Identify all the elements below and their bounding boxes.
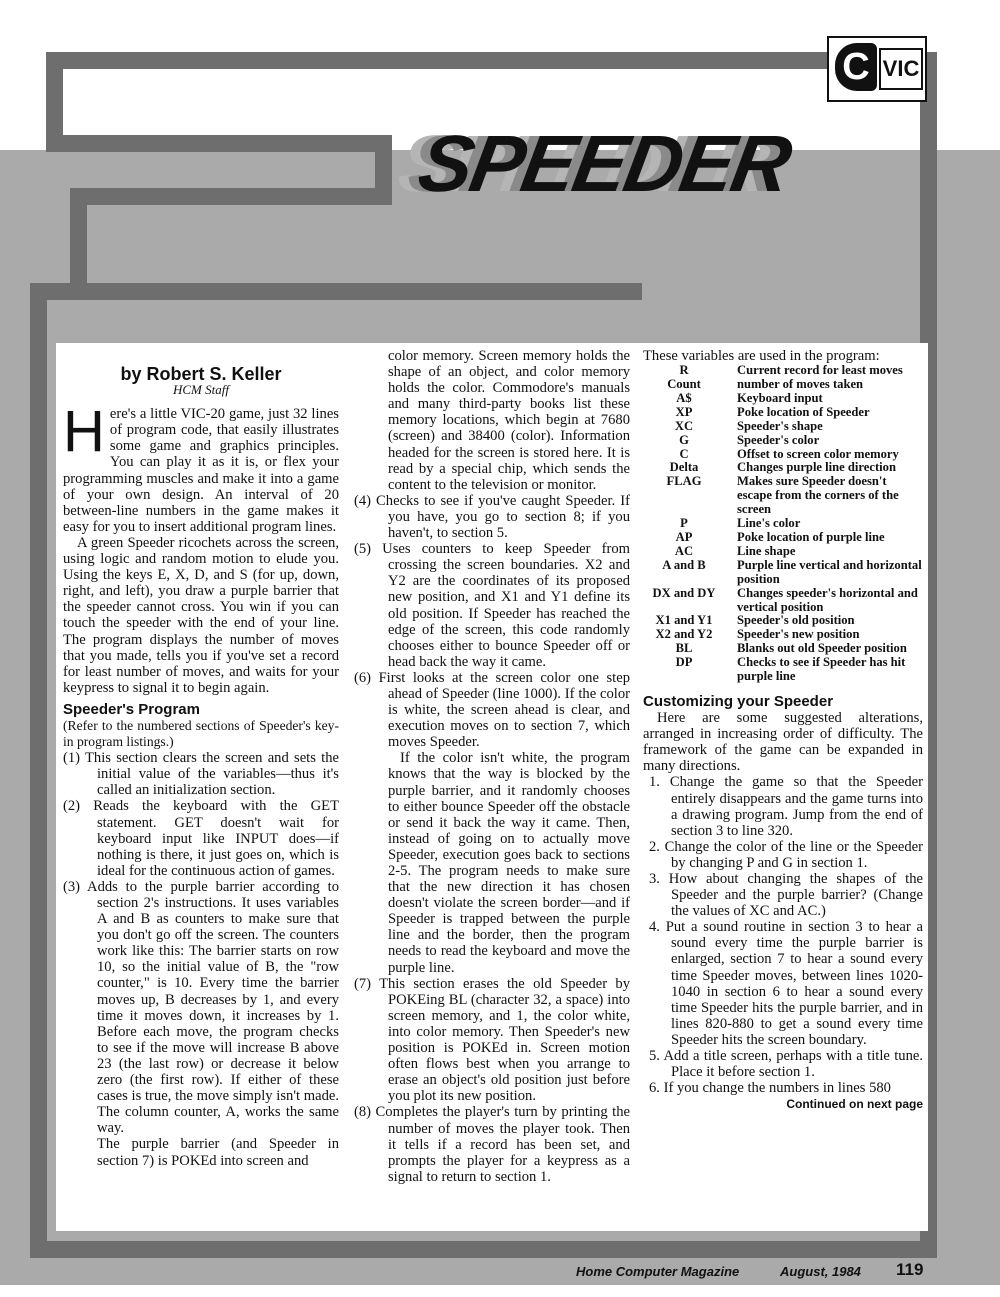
intro-text: ere's a little VIC-20 game, just 32 lines of program code, that easily illustrates some game and graphics principles. You can play it as it is, or flex your programming muscles and make it into a game of your own design. An interval of 20 between-line numbers in the game makes it easy for you to insert additional program lines. bbox=[63, 406, 339, 535]
page-left-frame bbox=[30, 283, 47, 1258]
variable-description: Blanks out old Speeder position bbox=[737, 641, 907, 656]
variable-row bbox=[643, 587, 923, 615]
customizing-item: 4. Put a sound routine in section 3 to hear a sound every time the purple barrier is enlarged, section 7 to hear a sound every time Speeder moves, between lines 1020-1040 in section 6 to hear a sound every time Speeder hits the purple barrier, and in lines 820-880 to get a sound every time Speeder hits the screen boundary. bbox=[649, 919, 923, 1048]
variable-description: Poke location of Speeder bbox=[737, 404, 870, 419]
variable-description: Makes sure Speeder doesn't escape from the corners of the screen bbox=[737, 474, 899, 517]
variable-row bbox=[643, 545, 923, 559]
variable-name: G bbox=[679, 432, 689, 447]
logo-c-letter: C bbox=[835, 43, 877, 91]
gray-white-edge bbox=[0, 1285, 1000, 1297]
variable-row bbox=[643, 378, 923, 392]
list-item-5: (5) Uses counters to keep Speeder from crossing the screen boundaries. X2 and Y2 are the coordinates of its proposed new position, and X1 and Y1 define its old position. If Speeder has reached the edge of the screen, this code randomly chooses either to bounce Speeder off or head back the way it came. bbox=[354, 541, 630, 670]
variable-name: P bbox=[680, 516, 688, 531]
variable-name: XC bbox=[674, 418, 694, 433]
variable-description: Poke location of purple line bbox=[737, 529, 885, 544]
variable-name: A$ bbox=[676, 390, 692, 405]
drop-cap: H bbox=[63, 399, 105, 465]
variable-name: Delta bbox=[669, 460, 699, 475]
variable-row bbox=[643, 461, 923, 475]
variable-name: Count bbox=[667, 377, 701, 391]
list-item-8: (8) Completes the player's turn by printing the number of moves the player took. Then it tells if a record has been set, and prompts the player for a keypress as a signal to return to section 1. bbox=[354, 1104, 630, 1185]
note-text: (Refer to the numbered sections of Speeder's key-in program listings.) bbox=[63, 717, 339, 750]
variable-description: Keyboard input bbox=[737, 390, 823, 405]
variable-description: Speeder's old position bbox=[737, 613, 855, 628]
variable-row bbox=[643, 434, 923, 448]
lower-bar bbox=[30, 283, 642, 300]
author-byline: by Robert S. Keller bbox=[120, 364, 282, 384]
variable-row bbox=[643, 448, 923, 462]
list-item-6-continued: If the color isn't white, the program knows that the way is blocked by the purple barrier, and it randomly chooses to either bounce Speeder off the obstacle or send it back the way it came. Then, instead of going on to actually move Speeder, execution goes back to sections 2-5. The program needs to make sure that the new direction it has chosen doesn't violate the screen border—and if Speeder is trapped between the purple line and the border, then the program needs to read the keyboard and move the purple line. bbox=[388, 750, 630, 976]
commodore-vic-logo bbox=[827, 36, 927, 102]
footer-date: August, 1984 bbox=[780, 1264, 861, 1279]
variable-row bbox=[643, 475, 923, 517]
variable-row bbox=[643, 420, 923, 434]
customizing-item: 2. Change the color of the line or the Speeder by changing P and G in section 1. bbox=[649, 838, 923, 871]
customizing-item: 3. How about changing the shapes of the Speeder and the purple barrier? (Change the values of XC and AC.) bbox=[649, 870, 923, 920]
list-item-6: (6) First looks at the screen color one step ahead of Speeder (line 1000). If the color is white, the screen ahead is clear, and execution moves on to section 7, which moves Speeder. bbox=[354, 669, 630, 751]
variable-name: X1 and Y1 bbox=[655, 613, 713, 628]
variable-description: Current record for least moves bbox=[737, 363, 903, 378]
author-staff: HCM Staff bbox=[173, 382, 229, 398]
variable-name: BL bbox=[675, 641, 693, 656]
list-item-3: (3) Adds to the purple barrier according to section 2's instructions. It uses variables A and B as counters to make sure that you don't go off the screen. The counters work like this: The barrier starts on row 10, so the initial value of B, the "row counter," is 10. Every time the barrier moves up, B decreases by 1, and every time it moves down, it increases by 1. Before each move, the program checks to see if the move will increase B above 23 (the last row) or decrease it below zero (the first row). If either of these cases is true, the move simply isn't made. The column counter, A, works the same way. bbox=[63, 878, 339, 1137]
variable-name: A and B bbox=[662, 557, 706, 572]
variables-intro: These variables are used in the program: bbox=[643, 348, 880, 364]
column-3 bbox=[643, 348, 923, 1112]
variable-description: number of moves taken bbox=[737, 377, 864, 391]
top-bar bbox=[46, 52, 828, 69]
variable-row bbox=[643, 531, 923, 545]
page-bottom-frame bbox=[30, 1241, 937, 1258]
variable-row bbox=[643, 559, 923, 587]
mid-bar bbox=[46, 135, 392, 152]
variable-row bbox=[643, 364, 923, 378]
customizing-item: 1. Change the game so that the Speeder entirely disappears and the game turns into a drawing program. Jump from the end of section 3 to line 320. bbox=[649, 774, 923, 839]
list-item-3-continued: The purple barrier (and Speeder in section 7) is POKEd into screen and bbox=[97, 1136, 339, 1169]
variables-table bbox=[643, 364, 923, 684]
variable-description: Line shape bbox=[737, 543, 796, 558]
customizing-paragraph: Here are some suggested alterations, arranged in increasing order of difficulty. The framework of the game can be expanded in many directions. bbox=[643, 710, 923, 775]
variable-name: FLAG bbox=[666, 474, 702, 489]
variable-name: R bbox=[679, 363, 689, 378]
intro-paragraph bbox=[63, 399, 339, 535]
variable-description: Speeder's color bbox=[737, 432, 820, 447]
footer-magazine: Home Computer Magazine bbox=[576, 1264, 740, 1279]
variable-row bbox=[643, 656, 923, 684]
variable-name: DX and DY bbox=[652, 585, 716, 600]
variable-description: Speeder's new position bbox=[737, 627, 860, 642]
variable-row bbox=[643, 392, 923, 406]
customizing-item: 5. Add a title screen, perhaps with a title tune. Place it before section 1. bbox=[649, 1048, 923, 1081]
mid-lower-bar bbox=[70, 188, 392, 205]
variable-description: Speeder's shape bbox=[737, 418, 823, 433]
variable-description: Changes purple line direction bbox=[737, 460, 896, 475]
article-title: SPEEDER bbox=[412, 119, 797, 208]
variable-description: Changes speeder's horizontal and vertical position bbox=[737, 585, 918, 614]
variable-name: XP bbox=[675, 404, 693, 419]
section-heading-program: Speeder's Program bbox=[63, 700, 200, 718]
variable-row bbox=[643, 614, 923, 628]
variable-description: Line's color bbox=[737, 516, 801, 531]
page-number: 119 bbox=[896, 1260, 924, 1279]
list-item-7: (7) This section erases the old Speeder by POKEing BL (character 32, a space) into screen memory, and 1, the color white, into color memory. Then Speeder's new position is POKEd in. Screen motion often flows best when you arrange to erase an object's old position just before you plot its new position. bbox=[354, 975, 630, 1105]
continued-paragraph: color memory. Screen memory holds the shape of an object, and color memory holds the color. Commodore's manuals and many third-party books list these memory locations, which begin at 7680 (screen) and 38400 (color). Information headed for the screen is stored here. It is read by a special chip, which sends the content to the television or monitor. bbox=[388, 348, 630, 493]
variable-description: Offset to screen color memory bbox=[737, 446, 899, 461]
variable-row bbox=[643, 628, 923, 642]
variable-name: C bbox=[679, 446, 689, 461]
section-heading-customizing: Customizing your Speeder bbox=[643, 692, 834, 710]
list-item-2: (2) Reads the keyboard with the GET statement. GET doesn't wait for keyboard input like INPUT does—if nothing is there, it just goes on, which is ideal for the continuous action of games. bbox=[63, 798, 339, 879]
column-1 bbox=[63, 358, 339, 1169]
variable-row bbox=[643, 517, 923, 531]
variable-description: Purple line vertical and horizontal position bbox=[737, 557, 922, 586]
paragraph-2: A green Speeder ricochets across the screen, using logic and random motion to elude you. Using the keys E, X, D, and S (for up, down, right, and left), you draw a purple barrier that the speeder cannot cross. You win if you can touch the speeder with the end of your line. The program displays the number of moves that you made, tells you if you've set a record for least number of moves, and waits for your keypress to signal it to begin again. bbox=[63, 534, 339, 696]
left-long-bar bbox=[70, 188, 87, 298]
variable-name: AP bbox=[675, 529, 693, 544]
variable-row bbox=[643, 642, 923, 656]
variable-description: Checks to see if Speeder has hit purple line bbox=[737, 655, 906, 684]
variable-name: AC bbox=[674, 543, 694, 558]
customizing-item: 6. If you change the numbers in lines 580 bbox=[649, 1080, 891, 1097]
variable-name: X2 and Y2 bbox=[655, 627, 713, 642]
variable-row bbox=[643, 406, 923, 420]
column-2 bbox=[354, 348, 630, 1185]
list-item-4: (4) Checks to see if you've caught Speeder. If you have, you go to section 8; if you haven't, to section 5. bbox=[354, 492, 630, 542]
variable-name: DP bbox=[675, 655, 693, 670]
customizing-list bbox=[643, 774, 923, 1096]
continued-note: Continued on next page bbox=[786, 1097, 923, 1112]
list-item-1: (1) This section clears the screen and sets the initial value of the variables—thus it's called an initialization section. bbox=[63, 750, 339, 799]
logo-vic-text: VIC bbox=[879, 48, 923, 90]
